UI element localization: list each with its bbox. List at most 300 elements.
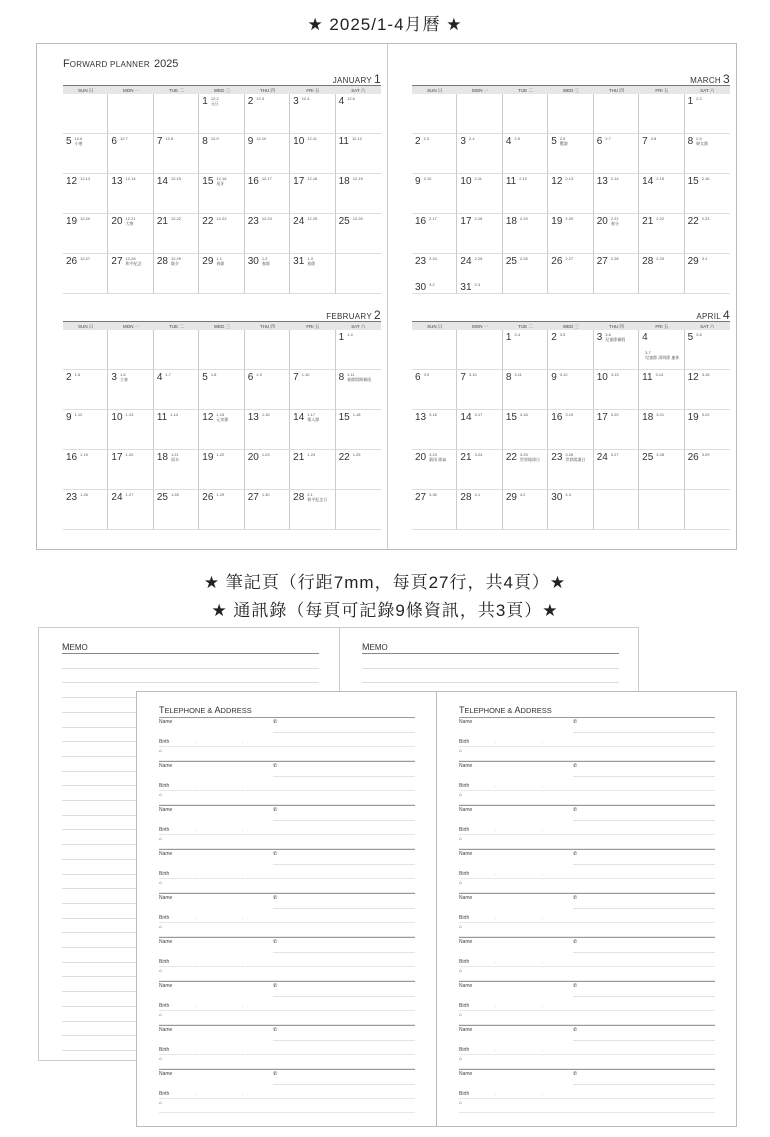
day-cell[interactable] [245,254,290,294]
lunar-date-text: 1.29 [216,492,225,497]
day-cell[interactable] [457,490,502,530]
day-cell[interactable] [199,174,244,214]
day-cell[interactable] [594,214,639,254]
day-cell[interactable] [336,214,381,254]
day-number: 20 [415,452,427,463]
day-cell[interactable] [63,214,108,254]
day-cell[interactable] [457,450,502,490]
day-cell[interactable] [594,174,639,214]
day-cell[interactable] [503,134,548,174]
birth-date-dots: . . [495,783,566,789]
day-cell[interactable] [290,94,335,134]
day-number: 15 [338,412,350,423]
lunar-date [80,493,88,498]
day-cell[interactable] [457,174,502,214]
day-cell[interactable] [199,134,244,174]
day-cell[interactable] [503,254,548,294]
day-cell[interactable] [503,410,548,450]
contact-entry[interactable] [159,717,415,761]
day-cell[interactable] [457,410,502,450]
day-cell[interactable] [63,450,108,490]
day-cell[interactable] [639,174,684,214]
day-cell[interactable] [412,254,457,294]
lunar-date [80,177,90,182]
day-cell[interactable] [412,490,457,530]
lunar-date-text: 12.23 [216,216,227,221]
day-number: 25 [338,216,350,227]
month-number: 3 [723,72,730,86]
day-cell[interactable] [594,450,639,490]
phone-icon: ✆ [573,1027,578,1033]
day-cell[interactable] [685,330,730,370]
day-cell[interactable] [245,134,290,174]
birth-date-dots: . . [495,1091,566,1097]
day-cell[interactable] [639,330,684,370]
lunar-date-text: 3.23 [429,452,437,457]
lunar-date-text: 12.9 [210,136,219,141]
birth-date-dots: . . [195,739,266,745]
day-cell[interactable] [412,174,457,214]
day-cell[interactable] [457,370,502,410]
lunar-date [475,177,483,182]
day-cell[interactable] [199,330,244,370]
contact-entry[interactable] [459,761,715,805]
contact-entry[interactable] [159,937,415,981]
day-cell[interactable] [154,134,199,174]
day-cell[interactable] [503,174,548,214]
day-cell[interactable] [594,134,639,174]
lunar-date-text: 3.6 [605,332,611,337]
contact-entry[interactable] [159,805,415,849]
birth-line [159,922,415,923]
lunar-date [353,413,361,418]
lunar-date [656,413,664,418]
day-cell[interactable] [108,450,153,490]
lunar-date [171,453,179,462]
day-cell[interactable] [503,94,548,134]
day-number: 16 [66,452,78,463]
day-cell[interactable] [685,450,730,490]
holiday-label: 春節 [261,260,270,266]
day-cell[interactable] [412,214,457,254]
lunar-date-text: 1.25 [352,452,361,457]
day-cell[interactable] [457,94,502,134]
day-cell[interactable] [245,330,290,370]
day-cell[interactable] [457,134,502,174]
day-number: 5 [202,372,208,383]
contact-entry[interactable] [159,1069,415,1113]
day-cell[interactable] [154,330,199,370]
day-number: 18 [642,412,654,423]
birth-label: Birth [159,739,170,745]
day-cell[interactable] [548,410,593,450]
day-cell[interactable] [639,410,684,450]
day-cell[interactable] [685,174,730,214]
day-cell[interactable] [154,174,199,214]
contact-entry[interactable] [459,849,715,893]
month-number: 4 [723,308,730,322]
month-number: 1 [374,72,381,86]
lunar-date-text: 1.26 [80,492,88,497]
lunar-date [651,137,657,142]
day-cell[interactable] [154,254,199,294]
day-cell[interactable] [108,330,153,370]
contact-entry[interactable] [459,717,715,761]
day-cell[interactable] [503,370,548,410]
day-cell[interactable] [639,370,684,410]
day-number: 1 [505,332,512,343]
name-label: Name [159,1071,173,1077]
day-cell[interactable] [594,254,639,294]
memo-title: MEMO [362,642,388,652]
day-number: 11 [505,176,517,187]
day-cell[interactable] [63,254,108,294]
lunar-date [520,453,540,462]
lunar-date-text: 3.30 [429,492,437,497]
calendar-grid [412,94,730,294]
day-cell[interactable] [63,134,108,174]
day-cell[interactable] [63,174,108,214]
holiday-label: 尾牙 [216,180,225,186]
day-cell[interactable] [108,370,153,410]
birth-label: Birth [459,1091,470,1097]
day-cell[interactable] [412,134,457,174]
day-cell[interactable] [685,134,730,174]
lunar-date-text: 1.2 [261,256,268,261]
day-number: 15 [687,176,699,187]
lunar-date-text: 2.9 [696,136,702,141]
lunar-date [120,137,128,142]
lunar-date-text: 2.24 [429,256,437,261]
day-cell[interactable] [290,254,335,294]
day-cell[interactable] [639,490,684,530]
contact-entry[interactable] [459,1069,715,1113]
day-cell[interactable] [548,254,593,294]
day-cell[interactable] [245,490,290,530]
lunar-date-text: 3.28 [656,452,665,457]
day-cell[interactable] [108,410,153,450]
day-cell[interactable] [108,94,153,134]
name-label: Name [159,851,173,857]
day-cell[interactable] [639,450,684,490]
home-icon: ⌂ [159,836,163,842]
day-cell[interactable] [154,410,199,450]
lunar-date-text: 3.3 [474,282,481,287]
day-cell[interactable] [503,450,548,490]
day-cell[interactable] [245,94,290,134]
lunar-date [307,217,317,222]
contact-entry[interactable] [159,893,415,937]
day-cell[interactable] [336,490,381,530]
lunar-date-text: 2.5 [514,136,520,141]
lunar-date [656,177,664,182]
birth-line [159,966,415,967]
day-cell[interactable] [639,214,684,254]
day-number: 9 [415,176,421,187]
lunar-date-text: 1.10 [301,372,310,377]
lunar-date [256,97,264,102]
day-number: 28 [156,256,168,267]
day-cell[interactable] [108,254,153,294]
day-cell[interactable] [412,410,457,450]
lunar-date [171,257,181,266]
birth-line [159,746,415,747]
contact-entry[interactable] [159,761,415,805]
day-number: 24 [460,256,472,267]
lunar-date-text: 12.16 [216,176,227,181]
day-cell[interactable] [290,490,335,530]
lunar-date-text: 12.7 [119,136,128,141]
birth-line [159,1010,415,1011]
day-cell[interactable] [685,410,730,450]
contact-entry[interactable] [159,849,415,893]
contact-entry[interactable] [159,1025,415,1069]
lunar-date-text: 3.10 [468,372,477,377]
phone-icon: ✆ [573,1071,578,1077]
memo-rule-line [62,682,319,683]
day-number: 22 [202,216,214,227]
month-january [63,72,381,294]
address-title: TELEPHONE & ADDRESS [159,705,252,715]
day-number: 7 [293,372,299,383]
day-cell[interactable] [336,174,381,214]
day-cell[interactable] [290,174,335,214]
lunar-date [656,217,664,222]
day-cell[interactable] [290,330,335,370]
holiday-label: 大寒 [125,220,134,226]
day-cell[interactable] [685,94,730,134]
lunar-date [702,453,710,458]
lunar-date-text: 3.18 [519,412,528,417]
lunar-date [262,453,270,458]
day-cell[interactable] [63,490,108,530]
lunar-date [302,373,310,378]
phone-icon: ✆ [273,1027,278,1033]
day-cell[interactable] [548,174,593,214]
day-cell[interactable] [457,330,502,370]
contact-entry[interactable] [459,805,715,849]
day-cell[interactable] [548,450,593,490]
day-cell[interactable] [199,214,244,254]
calendar-grid [63,330,381,530]
lunar-date-text: 2.28 [610,256,619,261]
day-cell[interactable] [245,410,290,450]
lunar-date [262,257,270,266]
lunar-date [353,177,363,182]
day-cell[interactable] [336,450,381,490]
day-cell[interactable] [503,490,548,530]
day-number: 16 [247,176,259,187]
day-number: 4 [642,332,648,343]
day-cell[interactable] [548,94,593,134]
day-cell[interactable] [154,94,199,134]
day-number: 20 [596,216,608,227]
lunar-date [656,373,664,378]
month-number: 2 [374,308,381,322]
contact-entry[interactable] [459,981,715,1025]
birth-line [459,878,715,879]
contact-entry[interactable] [459,937,715,981]
day-cell[interactable] [594,94,639,134]
day-cell[interactable] [412,94,457,134]
phone-icon: ✆ [573,939,578,945]
day-cell[interactable] [639,254,684,294]
lunar-date [307,137,317,142]
day-cell[interactable] [108,214,153,254]
day-number: 26 [202,492,214,503]
day-cell[interactable] [548,370,593,410]
day-cell[interactable] [548,490,593,530]
lunar-date [429,257,437,262]
day-cell[interactable] [154,450,199,490]
day-cell[interactable] [412,450,457,490]
day-number: 23 [415,256,427,267]
lunar-date [520,493,526,498]
lunar-date-text: 3.17 [474,412,483,417]
day-cell[interactable] [639,94,684,134]
day-cell[interactable] [685,254,730,294]
birth-line [459,1010,715,1011]
contact-entry[interactable] [459,893,715,937]
day-cell[interactable] [290,214,335,254]
birth-label: Birth [459,783,470,789]
contact-entry[interactable] [459,1025,715,1069]
day-cell[interactable] [685,490,730,530]
day-number: 13 [111,176,123,187]
weekday-header [412,321,730,330]
day-cell[interactable] [199,490,244,530]
day-cell[interactable] [685,214,730,254]
day-number: 5 [551,136,557,147]
day-cell[interactable] [108,134,153,174]
day-cell[interactable] [108,174,153,214]
lunar-date [519,177,527,182]
day-cell[interactable] [63,330,108,370]
day-number: 31 [293,256,305,267]
day-number: 2 [415,136,421,147]
day-cell[interactable] [336,254,381,294]
day-cell[interactable] [336,330,381,370]
day-number: 20 [247,452,259,463]
day-cell[interactable] [594,490,639,530]
phone-line [273,776,415,777]
day-cell[interactable] [199,370,244,410]
lunar-date-text: 12.24 [261,216,272,221]
day-cell[interactable] [412,370,457,410]
birth-label: Birth [459,915,470,921]
day-cell[interactable] [685,370,730,410]
month-april [412,308,730,530]
lunar-date [75,137,83,146]
weekday-label: MON 一 [472,88,489,93]
day-cell[interactable] [245,214,290,254]
day-cell[interactable] [336,410,381,450]
home-icon: ⌂ [459,880,463,886]
lunar-date [307,257,315,266]
contact-entry[interactable] [159,981,415,1025]
day-cell[interactable] [336,370,381,410]
day-cell[interactable] [154,370,199,410]
day-number: 12 [551,176,563,187]
day-cell[interactable] [548,214,593,254]
day-number: 2 [66,372,72,383]
day-number: 7 [642,136,648,147]
lunar-date-text: 3.15 [701,372,710,377]
lunar-date [262,177,272,182]
day-cell[interactable] [336,134,381,174]
name-label: Name [459,851,473,857]
day-cell[interactable] [457,254,502,294]
day-number: 22 [338,452,350,463]
day-cell[interactable] [154,214,199,254]
day-cell[interactable] [63,410,108,450]
day-cell[interactable] [594,410,639,450]
lunar-date [424,373,430,378]
birth-date-dots: . . [495,959,566,965]
day-cell[interactable] [199,254,244,294]
day-cell[interactable] [290,410,335,450]
birth-date-dots: . . [495,1047,566,1053]
day-cell[interactable] [199,450,244,490]
day-cell[interactable] [290,370,335,410]
day-cell[interactable] [594,370,639,410]
day-cell[interactable] [63,370,108,410]
day-cell[interactable] [503,214,548,254]
day-cell[interactable] [245,174,290,214]
holiday-label: 兒童節 清明節 連休 [645,354,680,360]
day-cell[interactable] [290,134,335,174]
name-label: Name [159,1027,173,1033]
day-cell[interactable] [199,94,244,134]
birth-label: Birth [459,959,470,965]
day-cell[interactable] [245,450,290,490]
day-cell[interactable] [548,330,593,370]
home-icon: ⌂ [459,1056,463,1062]
day-cell[interactable] [594,330,639,370]
weekday-label: TUE 二 [518,88,533,93]
month-title [63,72,381,85]
day-cell[interactable] [245,370,290,410]
day-cell[interactable] [199,410,244,450]
day-number: 16 [551,412,563,423]
day-cell[interactable] [457,214,502,254]
day-cell[interactable] [108,490,153,530]
lunar-date [475,413,483,418]
day-cell[interactable] [154,490,199,530]
day-cell[interactable] [639,134,684,174]
day-number: 12 [66,176,78,187]
lunar-date [475,493,481,498]
birth-line [459,834,715,835]
day-cell[interactable] [412,330,457,370]
day-cell[interactable] [503,330,548,370]
lunar-date [702,373,710,378]
day-cell[interactable] [336,94,381,134]
phone-icon: ✆ [273,719,278,725]
day-cell[interactable] [290,450,335,490]
lunar-date-text: 1.6 [119,372,126,377]
holiday-label: 春節 [307,260,316,266]
day-cell[interactable] [63,94,108,134]
name-label: Name [459,1071,473,1077]
address-title: TELEPHONE & ADDRESS [459,705,552,715]
day-number: 26 [551,256,563,267]
lunar-date-text: 1.22 [216,452,225,457]
day-number: 22 [687,216,699,227]
lunar-date [307,413,319,422]
day-cell[interactable] [548,134,593,174]
lunar-date-text: 3.1 [701,256,708,261]
